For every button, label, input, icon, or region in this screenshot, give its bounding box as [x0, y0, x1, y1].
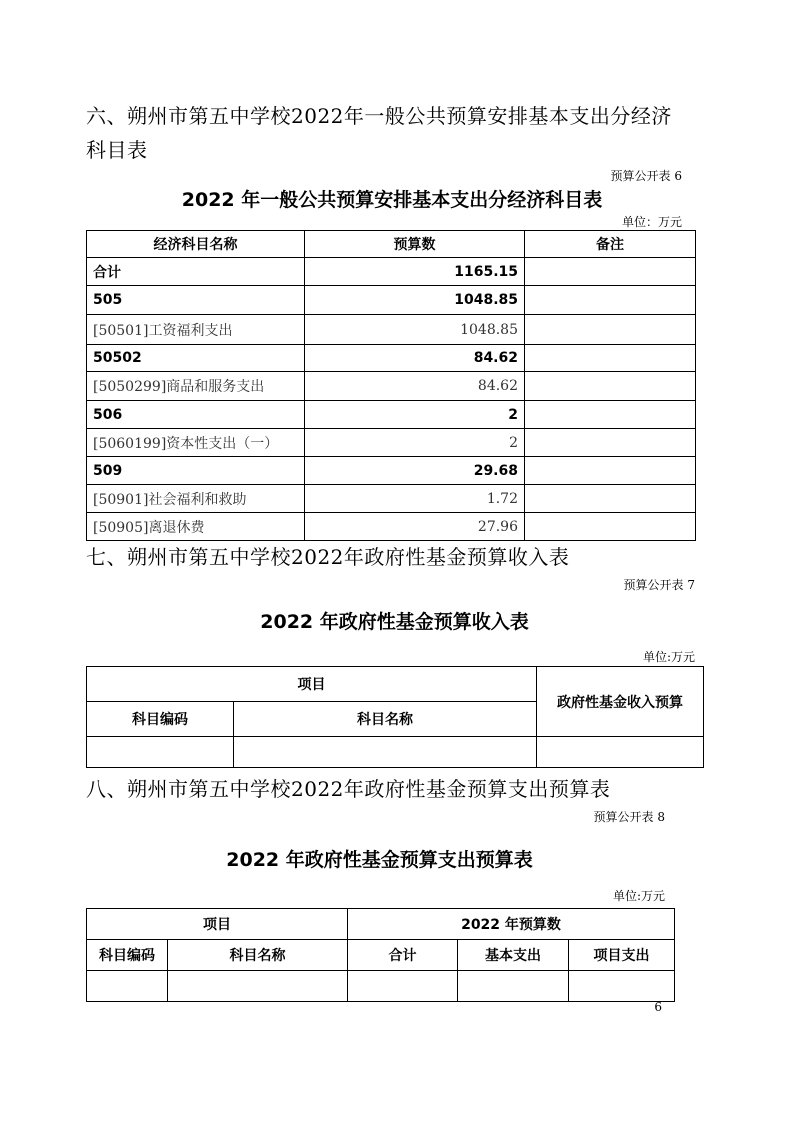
economic-classification-table [86, 230, 696, 541]
row-name: 505 [87, 286, 305, 315]
table-row [87, 737, 704, 768]
row-amount: 84.62 [305, 345, 525, 372]
row-note [525, 457, 696, 485]
table-row [87, 971, 675, 1002]
table-row [87, 429, 696, 457]
section6-table-title: 2022 年一般公共预算安排基本支出分经济科目表 [181, 189, 603, 211]
table-row [87, 315, 696, 345]
row-amount: 1048.85 [305, 286, 525, 315]
row-amount: 27.96 [305, 513, 525, 541]
section7-unit: 单位:万元 [642, 650, 695, 664]
table-row [87, 345, 696, 372]
table-row [87, 372, 696, 401]
table-row [87, 286, 696, 315]
header-project-expenditure: 项目支出 [569, 940, 675, 971]
section6-table-number: 预算公开表 6 [610, 169, 682, 183]
row-name: 509 [87, 457, 305, 485]
empty-cell [537, 737, 704, 768]
table-row [87, 457, 696, 485]
header-subject-name: 科目名称 [168, 940, 348, 971]
table-row [87, 401, 696, 429]
empty-cell [569, 971, 675, 1002]
section6-unit: 单位：万元 [621, 215, 682, 229]
government-fund-expenditure-table [86, 908, 675, 1002]
row-amount: 29.68 [305, 457, 525, 485]
row-name: 506 [87, 401, 305, 429]
row-name: 合计 [87, 258, 305, 286]
section7-heading: 七、朔州市第五中学校2022年政府性基金预算收入表 [86, 545, 570, 569]
row-note [525, 429, 696, 457]
row-name: 50502 [87, 345, 305, 372]
row-amount: 1.72 [305, 485, 525, 513]
header-subject-code: 科目编码 [87, 940, 168, 971]
row-amount: 84.62 [305, 372, 525, 401]
column-header-note: 备注 [525, 231, 696, 258]
row-note [525, 258, 696, 286]
row-name: [5050299]商品和服务支出 [87, 372, 305, 401]
header-subject-code: 科目编码 [87, 702, 234, 737]
table-row [87, 513, 696, 541]
empty-cell [348, 971, 458, 1002]
header-subject-name: 科目名称 [234, 702, 537, 737]
header-project: 项目 [87, 667, 537, 702]
row-amount: 1165.15 [305, 258, 525, 286]
header-fund-income-budget: 政府性基金收入预算 [537, 667, 704, 737]
row-amount: 2 [305, 429, 525, 457]
row-note [525, 372, 696, 401]
header-total: 合计 [348, 940, 458, 971]
section8-table-number: 预算公开表 8 [593, 810, 665, 824]
section6-heading-line1: 六、朔州市第五中学校2022年一般公共预算安排基本支出分经济 [86, 104, 672, 128]
header-basic-expenditure: 基本支出 [458, 940, 569, 971]
row-name: [50901]社会福利和救助 [87, 485, 305, 513]
section6-heading-line2: 科目表 [86, 138, 148, 162]
row-name: [50905]离退休费 [87, 513, 305, 541]
header-project: 项目 [87, 909, 348, 940]
row-note [525, 401, 696, 429]
empty-cell [458, 971, 569, 1002]
page-number: 6 [654, 1000, 662, 1014]
government-fund-income-table [86, 666, 704, 768]
row-note [525, 315, 696, 345]
column-header-economic-name: 经济科目名称 [87, 231, 305, 258]
empty-cell [168, 971, 348, 1002]
section7-table-number: 预算公开表 7 [623, 578, 695, 592]
column-header-budget: 预算数 [305, 231, 525, 258]
section7-table-title: 2022 年政府性基金预算收入表 [260, 611, 529, 633]
section8-heading: 八、朔州市第五中学校2022年政府性基金预算支出预算表 [86, 777, 611, 801]
row-name: [50501]工资福利支出 [87, 315, 305, 345]
row-amount: 2 [305, 401, 525, 429]
row-note [525, 485, 696, 513]
header-2022-budget: 2022 年预算数 [348, 909, 675, 940]
row-note [525, 513, 696, 541]
row-amount: 1048.85 [305, 315, 525, 345]
row-note [525, 345, 696, 372]
empty-cell [87, 737, 234, 768]
row-note [525, 286, 696, 315]
table-row-total [87, 258, 696, 286]
empty-cell [87, 971, 168, 1002]
empty-cell [234, 737, 537, 768]
row-name: [5060199]资本性支出（一） [87, 429, 305, 457]
table-row [87, 485, 696, 513]
section8-unit: 单位:万元 [612, 889, 665, 903]
section8-table-title: 2022 年政府性基金预算支出预算表 [226, 849, 533, 871]
